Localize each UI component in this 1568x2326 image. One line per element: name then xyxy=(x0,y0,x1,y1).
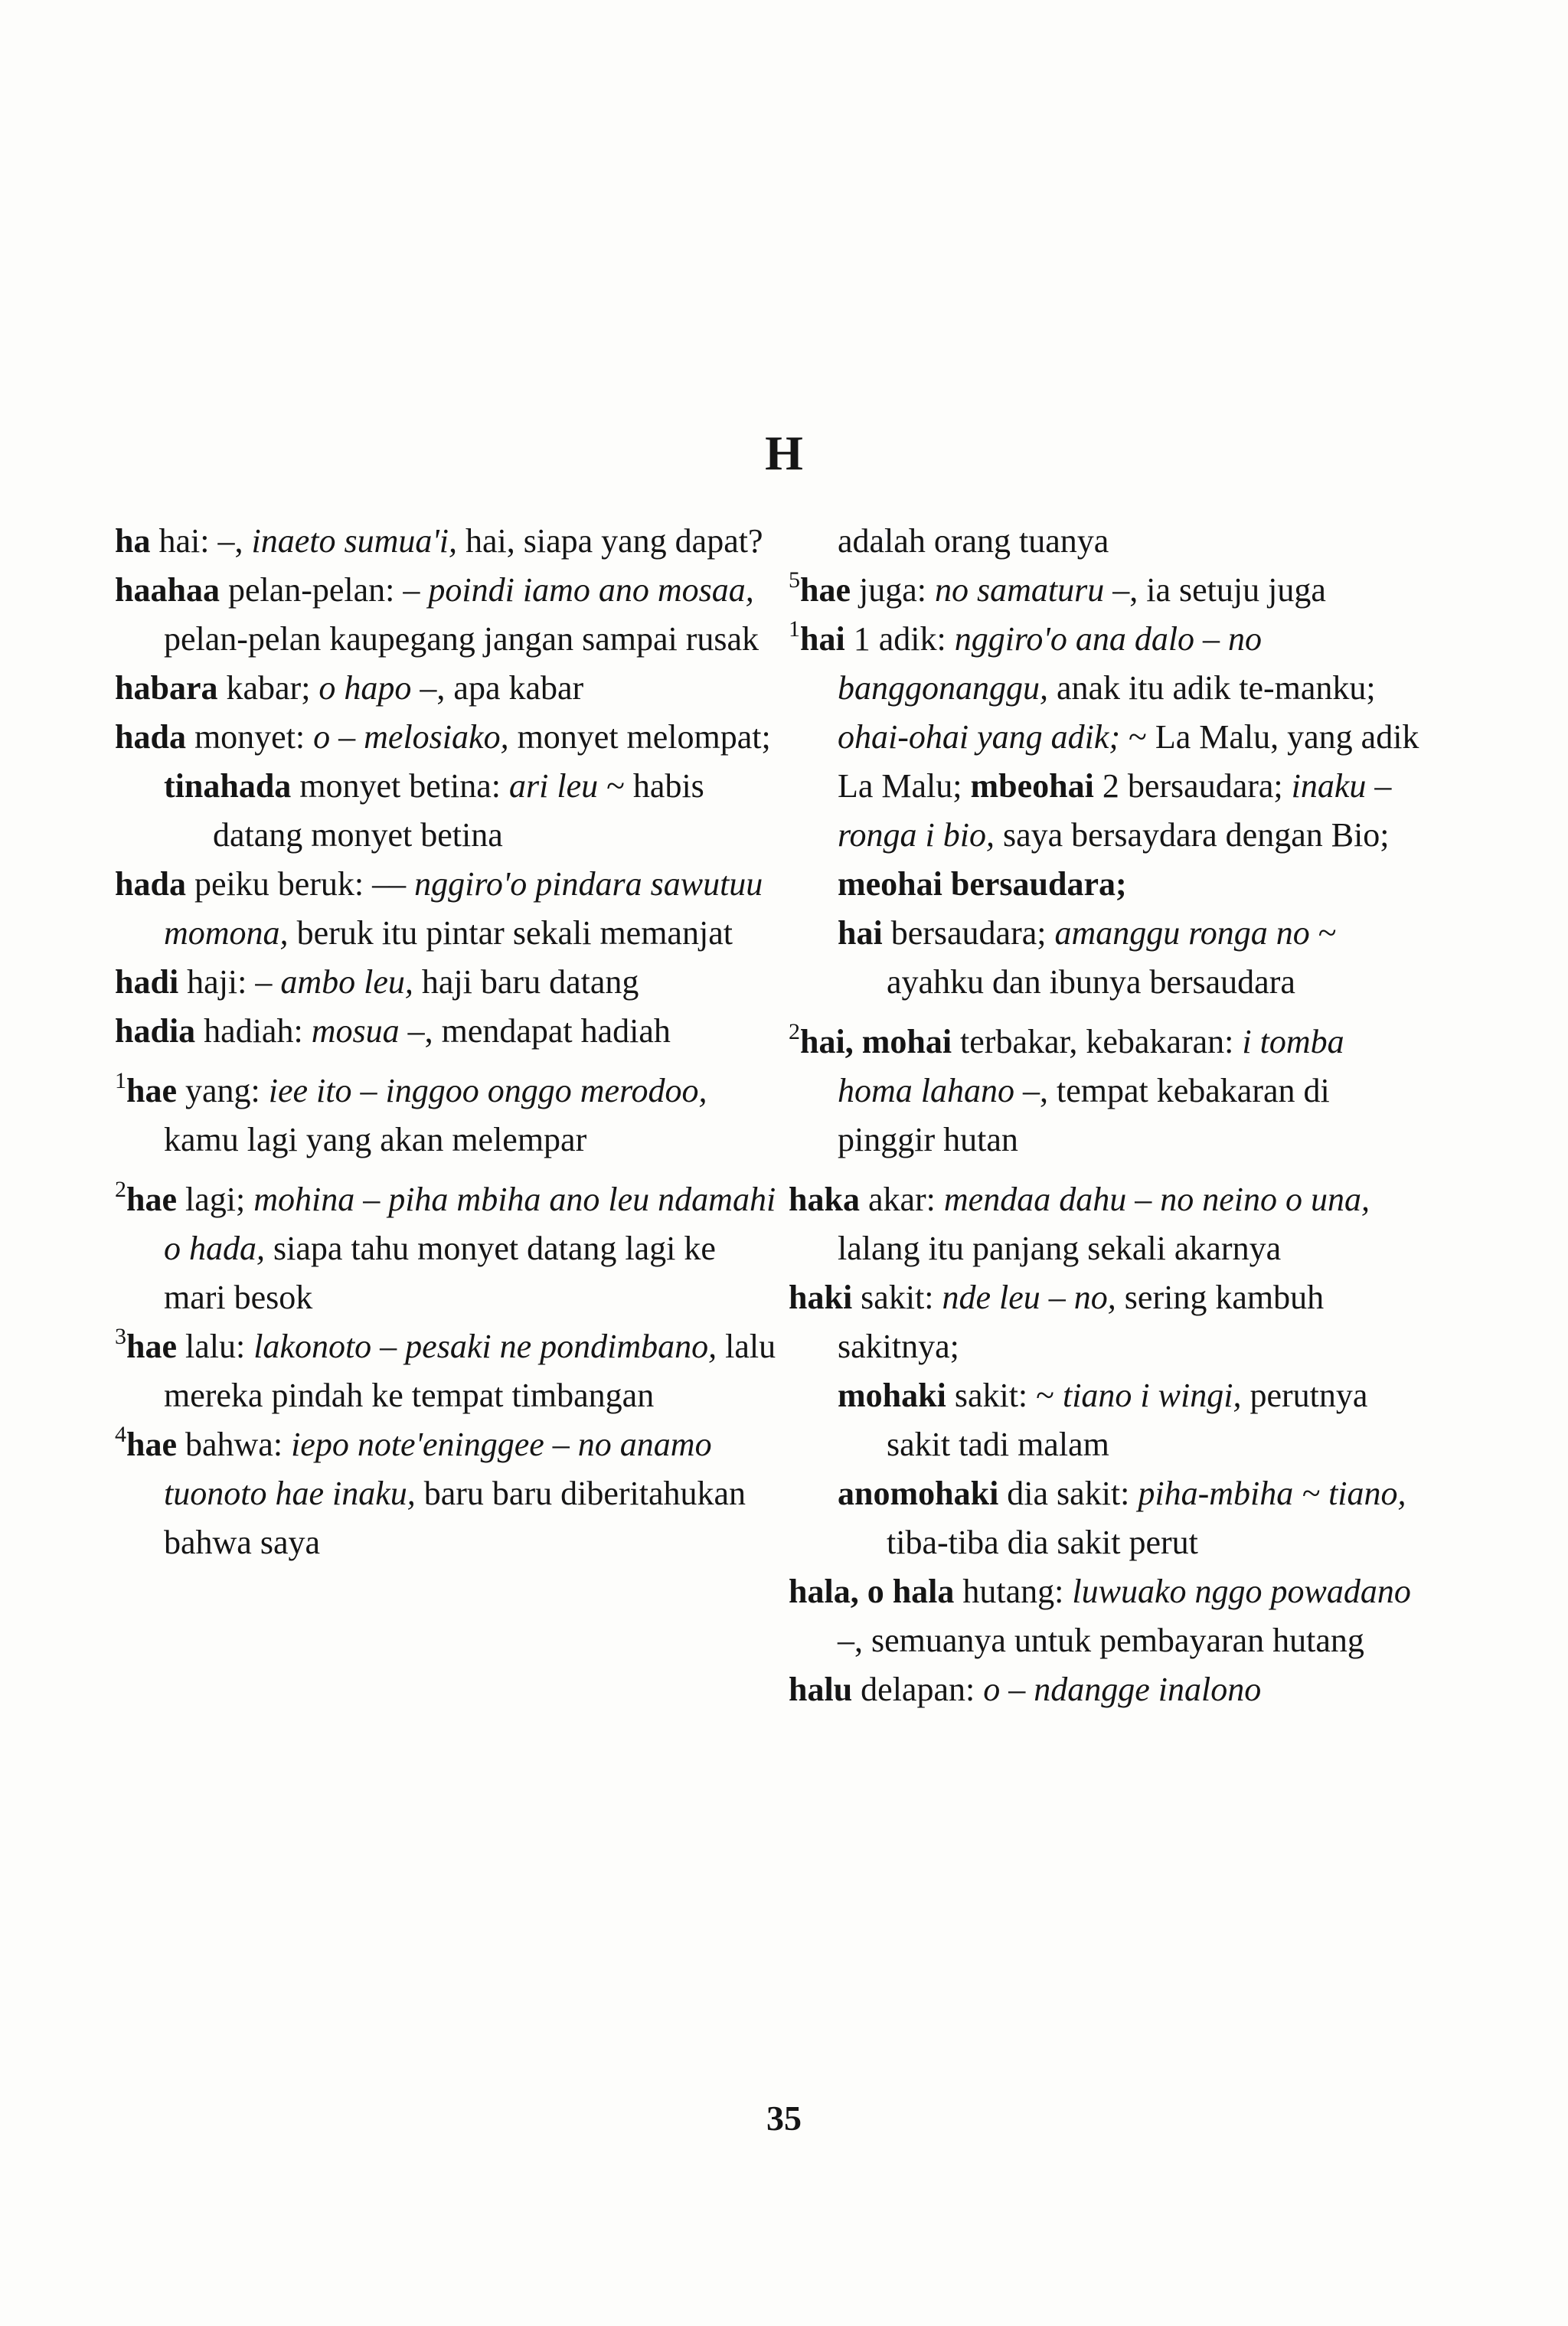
example-text: i tomba homa lahano xyxy=(838,1023,1344,1109)
dictionary-entry xyxy=(789,1273,1424,1371)
headword: hada xyxy=(115,718,186,756)
dictionary-entry xyxy=(115,860,781,958)
headword: haki xyxy=(789,1279,853,1316)
gloss: lagi; xyxy=(177,1181,254,1218)
translation: lalang itu panjang sekali akarnya xyxy=(838,1230,1282,1267)
gloss: terbakar, kebakaran: xyxy=(952,1023,1243,1060)
homonym-number: 2 xyxy=(115,1177,126,1202)
dictionary-entry xyxy=(789,1567,1424,1665)
right-column xyxy=(789,517,1424,1714)
example-text: tiano i wingi, xyxy=(1062,1377,1242,1414)
dictionary-entry xyxy=(789,1371,1424,1469)
example-text: inaku – ronga i bio, xyxy=(838,767,1392,854)
example-text: amanggu ronga no xyxy=(1054,914,1310,952)
example-text: poindi iamo ano mosaa, xyxy=(428,571,754,609)
dictionary-entry xyxy=(115,1420,781,1567)
translation: saya bersaydara dengan Bio; xyxy=(994,816,1390,854)
gloss: juga: xyxy=(851,571,935,609)
page-number: 35 xyxy=(766,2099,802,2138)
gloss: monyet betina: xyxy=(291,767,510,805)
headword: hai xyxy=(800,620,845,658)
translation: beruk itu pintar sekali memanjat xyxy=(288,914,733,952)
gloss: hai: –, xyxy=(150,522,252,560)
gloss: adalah orang tuanya xyxy=(838,522,1109,560)
dictionary-entry xyxy=(115,664,781,713)
dictionary-entry xyxy=(115,1175,781,1322)
dictionary-entry xyxy=(115,958,781,1007)
translation: pelan-pelan kaupegang jangan sampai rusak xyxy=(164,620,760,658)
translation: anak itu adik te-manku; xyxy=(1048,669,1376,707)
headword: hae xyxy=(800,571,851,609)
translation: baru baru diberitahukan bahwa saya xyxy=(164,1475,746,1561)
headword: hada xyxy=(115,865,186,903)
headword: hae xyxy=(126,1181,177,1218)
gloss: yang: xyxy=(177,1072,269,1109)
gloss: dia sakit: xyxy=(998,1475,1138,1512)
gloss: hadiah: xyxy=(195,1012,312,1050)
headword: habara xyxy=(115,669,218,707)
translation: ~ ayahku dan ibunya bersaudara xyxy=(887,914,1337,1001)
translation: haji baru datang xyxy=(413,963,639,1001)
headword: hae xyxy=(126,1072,177,1109)
headword: mohaki xyxy=(838,1377,946,1414)
headword: halu xyxy=(789,1671,853,1708)
example-text: nde leu – no, xyxy=(942,1279,1116,1316)
gloss: 1 adik: xyxy=(844,620,955,658)
example-text: piha-mbiha ~ tiano, xyxy=(1138,1475,1406,1512)
translation: –, mendapat hadiah xyxy=(399,1012,671,1050)
headword: mbeohai xyxy=(970,767,1094,805)
gloss: peiku beruk: –– xyxy=(185,865,415,903)
gloss: sakit: xyxy=(852,1279,942,1316)
gloss: bersaudara; xyxy=(882,914,1055,952)
headword: hadia xyxy=(115,1012,196,1050)
gloss: lalu: xyxy=(177,1328,254,1365)
gloss: hutang: xyxy=(954,1573,1073,1610)
example-text: iepo note'eninggee – no anamo tuonoto hae inaku, xyxy=(164,1426,712,1512)
headword: hae xyxy=(126,1328,177,1365)
example-text: iee ito – inggoo onggo merodoo, xyxy=(268,1072,707,1109)
homonym-number: 3 xyxy=(115,1324,126,1349)
section-letter: H xyxy=(765,426,803,480)
translation: 2 bersaudara; xyxy=(1093,767,1292,805)
gloss: akar: xyxy=(859,1181,944,1218)
translation: –, semuanya untuk pembayaran hutang xyxy=(838,1622,1364,1659)
translation: kamu lagi yang akan melempar xyxy=(164,1121,587,1158)
translation: –, apa kabar xyxy=(411,669,584,707)
headword: haka xyxy=(789,1181,860,1218)
headword: hai, mohai xyxy=(800,1023,952,1060)
dictionary-entry xyxy=(789,1469,1424,1567)
left-column xyxy=(115,517,781,1567)
example-text: nggiro'o pindara sawutuu momona, xyxy=(164,865,763,952)
headword: haahaa xyxy=(115,571,220,609)
dictionary-entry xyxy=(115,566,781,664)
dictionary-entry xyxy=(115,517,781,566)
gloss: haji: – xyxy=(178,963,281,1001)
translation: –, tempat kebakaran di pinggir hutan xyxy=(838,1072,1330,1158)
example-text: luwuako nggo powadano xyxy=(1072,1573,1411,1610)
homonym-number: 4 xyxy=(115,1422,126,1447)
headword: ha xyxy=(115,522,151,560)
translation: hai, siapa yang dapat? xyxy=(456,522,763,560)
translation: lalu mereka pindah ke tempat timbangan xyxy=(164,1328,776,1414)
dictionary-entry xyxy=(789,1665,1424,1714)
headword: hadi xyxy=(115,963,179,1001)
gloss: sakit: ~ xyxy=(946,1377,1063,1414)
dictionary-entry xyxy=(789,566,1424,615)
headword: hai xyxy=(838,914,883,952)
dictionary-entry xyxy=(789,909,1424,1007)
dictionary-entry xyxy=(789,517,1424,566)
translation: monyet melompat; xyxy=(508,718,771,756)
dictionary-entry xyxy=(115,1007,781,1056)
example-text: inaeto sumua'i, xyxy=(251,522,457,560)
dictionary-entry xyxy=(115,1322,781,1420)
dictionary-entry xyxy=(789,615,1424,909)
example-text: lakonoto – pesaki ne pondimbano, xyxy=(253,1328,717,1365)
dictionary-entry xyxy=(115,1067,781,1165)
example-text: nggiro'o ana dalo – no banggonanggu, xyxy=(838,620,1263,707)
gloss: delapan: xyxy=(852,1671,984,1708)
headword: hala, o hala xyxy=(789,1573,955,1610)
example-text: mohina – piha mbiha ano leu ndamahi o hada, xyxy=(164,1181,776,1267)
example-text: o – melosiako, xyxy=(313,718,509,756)
gloss: kabar; xyxy=(217,669,319,707)
example-text: no samaturu xyxy=(934,571,1105,609)
example-text: o hapo xyxy=(318,669,412,707)
translation: ~ La Malu, yang adik La Malu; xyxy=(838,718,1419,805)
homonym-number: 2 xyxy=(789,1019,800,1044)
dictionary-entry xyxy=(789,1018,1424,1165)
gloss: pelan-pelan: – xyxy=(219,571,429,609)
homonym-number: 1 xyxy=(789,616,800,642)
translation: tiba-tiba dia sakit perut xyxy=(887,1524,1198,1561)
example-text: mosua xyxy=(311,1012,400,1050)
gloss: monyet: xyxy=(185,718,314,756)
example-text: ohai-ohai yang adik; xyxy=(838,718,1121,756)
translation: ~ habis datang monyet betina xyxy=(213,767,704,854)
dictionary-entry xyxy=(789,1175,1424,1273)
translation: siapa tahu monyet datang lagi ke mari besok xyxy=(164,1230,716,1316)
headword: anomohaki xyxy=(838,1475,999,1512)
dictionary-entry xyxy=(115,762,781,860)
example-text: o – ndangge inalono xyxy=(983,1671,1262,1708)
translation: –, ia setuju juga xyxy=(1104,571,1326,609)
example-text: ari leu xyxy=(509,767,599,805)
translation: sering kambuh sakitnya; xyxy=(838,1279,1325,1365)
example-text: mendaa dahu – no neino o una, xyxy=(943,1181,1370,1218)
translation: perutnya sakit tadi malam xyxy=(887,1377,1368,1463)
headword: hae xyxy=(126,1426,177,1463)
headword: tinahada xyxy=(164,767,292,805)
dictionary-entry xyxy=(115,713,781,762)
gloss: bahwa: xyxy=(177,1426,292,1463)
homonym-number: 5 xyxy=(789,567,800,593)
example-text: ambo leu, xyxy=(280,963,413,1001)
headword: meohai bersaudara; xyxy=(838,865,1127,903)
homonym-number: 1 xyxy=(115,1068,126,1093)
